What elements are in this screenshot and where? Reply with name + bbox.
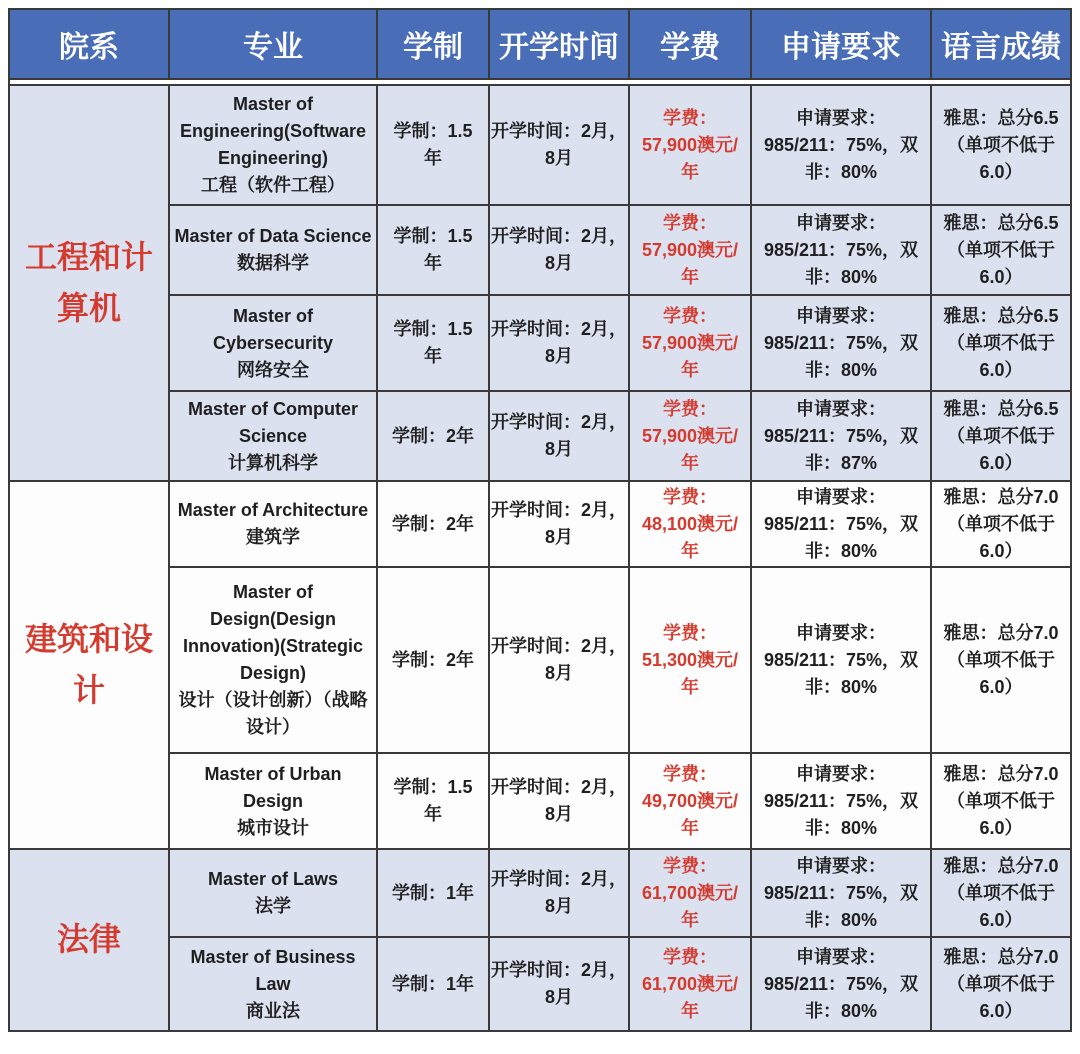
language-text: 雅思：总分7.0 — [943, 486, 1059, 507]
language-cell — [932, 938, 1070, 1030]
program-cell — [170, 568, 376, 752]
fee-label: 学费： — [663, 305, 717, 326]
program-name-cn: 网络安全 — [237, 359, 309, 380]
header-label: 开学时间 — [499, 31, 619, 64]
fee-cell — [630, 850, 750, 936]
header-label: 学制 — [403, 31, 463, 64]
requirements-cell — [752, 482, 930, 566]
language-text: 雅思：总分6.5 — [943, 305, 1059, 326]
requirements-value: 985/211：75%，双非：80% — [763, 239, 919, 287]
requirements-label: 申请要求： — [796, 305, 886, 326]
language-text: （单项不低于6.0） — [947, 332, 1055, 380]
requirements-value: 985/211：75%，双非：80% — [763, 134, 919, 182]
requirements-value: 985/211：75%，双非：80% — [763, 513, 919, 561]
language-text: 雅思：总分6.5 — [943, 107, 1059, 128]
duration-text: 学制：2年 — [391, 425, 474, 446]
requirements-value: 985/211：75%，双非：80% — [763, 882, 919, 930]
program-cell — [170, 206, 376, 294]
department-cell — [10, 850, 168, 1030]
language-text: 雅思：总分7.0 — [943, 946, 1059, 967]
program-name-en: Master of Architecture — [177, 500, 369, 520]
requirements-cell — [752, 938, 930, 1030]
start-text: 8月 — [544, 148, 573, 168]
duration-text: 年 — [424, 253, 442, 273]
duration-text: 学制：1.5 — [393, 121, 473, 141]
start-text: 8月 — [544, 804, 573, 824]
duration-cell — [378, 482, 488, 566]
language-cell — [932, 206, 1070, 294]
fee-value: 57,900澳元/年 — [641, 425, 739, 473]
start-text: 8月 — [544, 987, 573, 1007]
requirements-cell — [752, 754, 930, 848]
fee-cell — [630, 392, 750, 480]
admissions-table — [8, 8, 1072, 1032]
requirements-value: 985/211：75%，双非：80% — [763, 790, 919, 838]
duration-cell — [378, 568, 488, 752]
duration-cell — [378, 850, 488, 936]
fee-value: 57,900澳元/年 — [641, 332, 739, 380]
department-cell — [10, 86, 168, 480]
header-body-gap — [10, 80, 1070, 84]
start-text: 开学时间：2月， — [491, 636, 628, 656]
header-cell-fee — [630, 10, 750, 78]
duration-text: 学制：1年 — [391, 973, 474, 994]
language-text: （单项不低于6.0） — [947, 134, 1055, 182]
language-cell — [932, 392, 1070, 480]
program-name-en: Master of Data Science — [174, 226, 372, 246]
requirements-value: 985/211：75%，双非：80% — [763, 332, 919, 380]
program-cell — [170, 296, 376, 390]
start-cell — [490, 850, 628, 936]
requirements-cell — [752, 850, 930, 936]
start-cell — [490, 482, 628, 566]
header-cell-department — [10, 10, 168, 78]
start-text: 开学时间：2月， — [491, 500, 628, 520]
duration-cell — [378, 206, 488, 294]
start-text: 开学时间：2月， — [491, 226, 628, 246]
requirements-label: 申请要求： — [796, 107, 886, 128]
fee-label: 学费： — [663, 398, 717, 419]
start-text: 开学时间：2月， — [491, 869, 628, 889]
start-text: 8月 — [544, 346, 573, 366]
fee-cell — [630, 754, 750, 848]
fee-cell — [630, 86, 750, 204]
requirements-label: 申请要求： — [796, 622, 886, 643]
start-cell — [490, 296, 628, 390]
fee-label: 学费： — [663, 622, 717, 643]
requirements-cell — [752, 296, 930, 390]
language-text: （单项不低于6.0） — [947, 239, 1055, 287]
requirements-label: 申请要求： — [796, 486, 886, 507]
language-text: （单项不低于6.0） — [947, 425, 1055, 473]
header-label: 院系 — [59, 31, 119, 64]
start-text: 开学时间：2月， — [491, 121, 628, 141]
program-name-en: Master of Engineering(Software Engineering) — [179, 94, 367, 168]
duration-cell — [378, 938, 488, 1030]
program-name-cn: 设计（设计创新）（战略设计） — [178, 690, 368, 737]
program-name-cn: 计算机科学 — [228, 452, 318, 473]
duration-cell — [378, 86, 488, 204]
program-name-en: Master of Business Law — [190, 946, 356, 994]
duration-text: 学制：1.5 — [393, 777, 473, 797]
header-cell-program — [170, 10, 376, 78]
start-cell — [490, 86, 628, 204]
duration-text: 学制：1.5 — [393, 226, 473, 246]
duration-cell — [378, 392, 488, 480]
fee-value: 51,300澳元/年 — [641, 649, 739, 697]
language-cell — [932, 86, 1070, 204]
fee-cell — [630, 568, 750, 752]
start-text: 开学时间：2月， — [491, 960, 628, 980]
start-cell — [490, 206, 628, 294]
program-cell — [170, 850, 376, 936]
language-cell — [932, 296, 1070, 390]
header-label: 语言成绩 — [941, 31, 1061, 64]
header-cell-start — [490, 10, 628, 78]
duration-cell — [378, 754, 488, 848]
fee-value: 61,700澳元/年 — [641, 973, 739, 1021]
start-text: 8月 — [544, 527, 573, 547]
start-cell — [490, 568, 628, 752]
fee-cell — [630, 206, 750, 294]
header-label: 申请要求 — [781, 31, 901, 64]
header-cell-language — [932, 10, 1070, 78]
department-cell — [10, 482, 168, 848]
program-name-cn: 商业法 — [246, 1000, 300, 1021]
requirements-value: 985/211：75%，双非：80% — [763, 649, 919, 697]
start-text: 开学时间：2月， — [491, 777, 628, 797]
program-name-cn: 城市设计 — [237, 817, 309, 838]
language-text: （单项不低于6.0） — [947, 882, 1055, 930]
program-name-en: Master of Laws — [207, 869, 339, 889]
header-label: 专业 — [243, 31, 303, 64]
language-text: 雅思：总分6.5 — [943, 212, 1059, 233]
start-text: 8月 — [544, 896, 573, 916]
language-cell — [932, 754, 1070, 848]
duration-text: 学制：1年 — [391, 882, 474, 903]
fee-value: 61,700澳元/年 — [641, 882, 739, 930]
program-name-en: Master of Urban Design — [204, 763, 342, 811]
language-text: （单项不低于6.0） — [947, 790, 1055, 838]
requirements-value: 985/211：75%，双非：80% — [763, 973, 919, 1021]
program-cell — [170, 754, 376, 848]
start-text: 开学时间：2月， — [491, 412, 628, 432]
duration-cell — [378, 296, 488, 390]
language-text: 雅思：总分7.0 — [943, 763, 1059, 784]
requirements-label: 申请要求： — [796, 763, 886, 784]
fee-cell — [630, 482, 750, 566]
duration-text: 学制：1.5 — [393, 319, 473, 339]
program-name-en: Master of Computer Science — [187, 398, 358, 446]
header-label: 学费 — [660, 31, 720, 64]
fee-label: 学费： — [663, 212, 717, 233]
start-cell — [490, 392, 628, 480]
start-text: 开学时间：2月， — [491, 319, 628, 339]
duration-text: 年 — [424, 148, 442, 168]
department-label: 建筑和设计 — [24, 620, 153, 708]
start-text: 8月 — [544, 253, 573, 273]
program-name-en: Master of Design(Design Innovation)(Strategic Design) — [182, 582, 363, 683]
fee-value: 57,900澳元/年 — [641, 134, 739, 182]
language-text: 雅思：总分6.5 — [943, 398, 1059, 419]
language-cell — [932, 850, 1070, 936]
program-name-en: Master of Cybersecurity — [212, 305, 334, 353]
program-cell — [170, 86, 376, 204]
requirements-cell — [752, 86, 930, 204]
program-cell — [170, 392, 376, 480]
fee-cell — [630, 296, 750, 390]
language-text: 雅思：总分7.0 — [943, 622, 1059, 643]
duration-text: 学制：2年 — [391, 513, 474, 534]
fee-value: 48,100澳元/年 — [641, 513, 739, 561]
fee-label: 学费： — [663, 855, 717, 876]
fee-cell — [630, 938, 750, 1030]
fee-label: 学费： — [663, 107, 717, 128]
language-text: （单项不低于6.0） — [947, 513, 1055, 561]
requirements-label: 申请要求： — [796, 398, 886, 419]
fee-label: 学费： — [663, 946, 717, 967]
requirements-label: 申请要求： — [796, 212, 886, 233]
start-text: 8月 — [544, 439, 573, 459]
fee-value: 57,900澳元/年 — [641, 239, 739, 287]
program-cell — [170, 938, 376, 1030]
start-cell — [490, 938, 628, 1030]
duration-text: 学制：2年 — [391, 649, 474, 670]
program-name-cn: 数据科学 — [237, 253, 309, 273]
program-name-cn: 工程（软件工程） — [201, 175, 345, 195]
requirements-label: 申请要求： — [796, 946, 886, 967]
language-text: （单项不低于6.0） — [947, 973, 1055, 1021]
fee-label: 学费： — [663, 486, 717, 507]
start-text: 8月 — [544, 663, 573, 683]
requirements-cell — [752, 206, 930, 294]
department-label: 法律 — [56, 921, 121, 958]
language-cell — [932, 568, 1070, 752]
department-label: 工程和计算机 — [24, 238, 153, 326]
program-name-cn: 建筑学 — [246, 527, 300, 547]
program-cell — [170, 482, 376, 566]
duration-text: 年 — [424, 804, 442, 824]
fee-value: 49,700澳元/年 — [641, 790, 739, 838]
program-name-cn: 法学 — [255, 896, 291, 916]
header-cell-duration — [378, 10, 488, 78]
start-cell — [490, 754, 628, 848]
duration-text: 年 — [424, 346, 442, 366]
header-cell-requirements — [752, 10, 930, 78]
language-cell — [932, 482, 1070, 566]
requirements-cell — [752, 392, 930, 480]
requirements-value: 985/211：75%，双非：87% — [763, 425, 919, 473]
fee-label: 学费： — [663, 763, 717, 784]
requirements-label: 申请要求： — [796, 855, 886, 876]
language-text: （单项不低于6.0） — [947, 649, 1055, 697]
language-text: 雅思：总分7.0 — [943, 855, 1059, 876]
requirements-cell — [752, 568, 930, 752]
